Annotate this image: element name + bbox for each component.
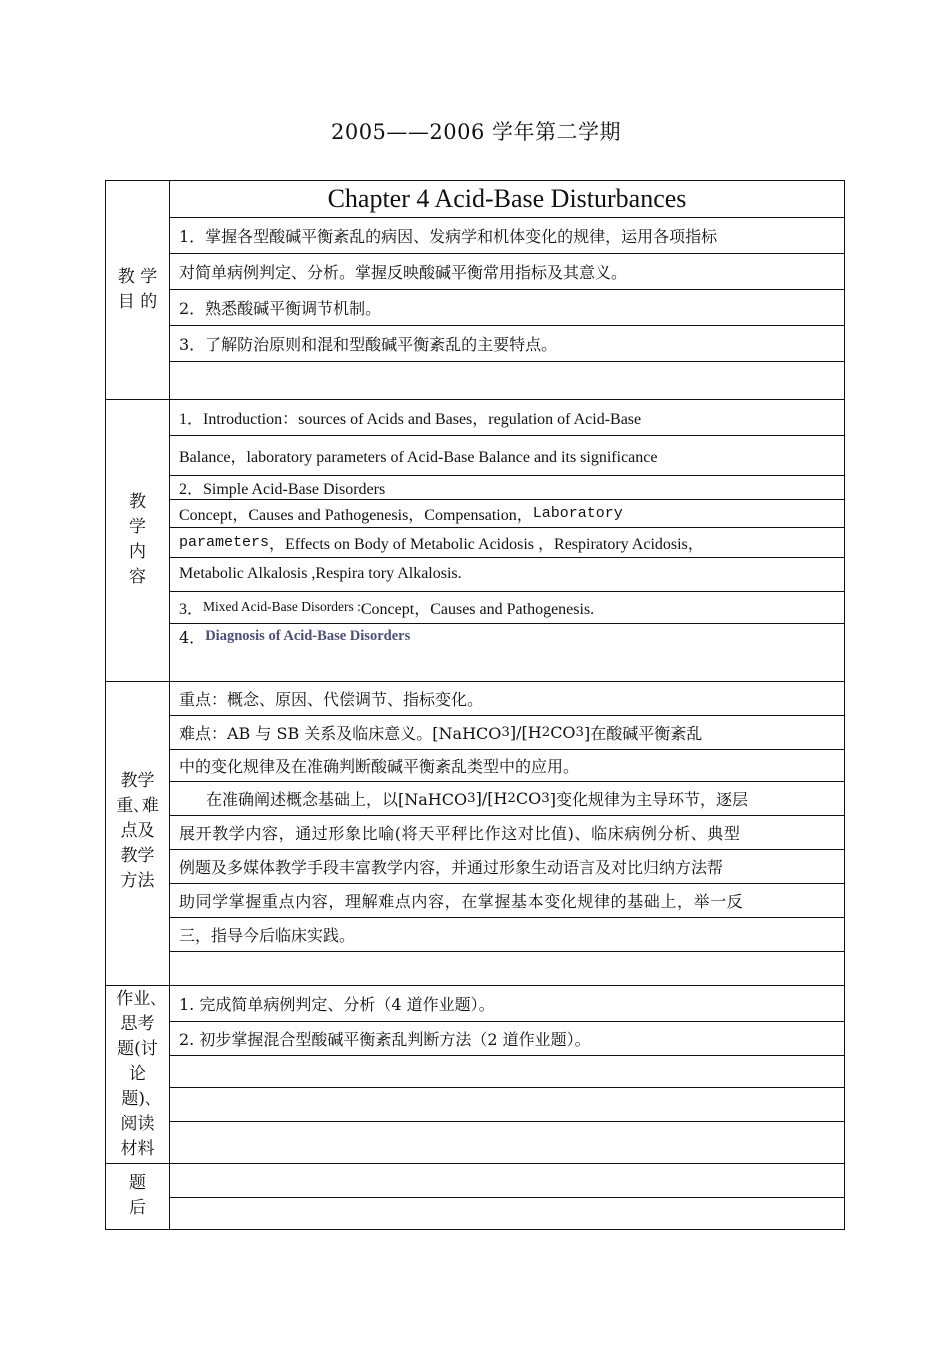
subscript: 2 [507,790,516,806]
subscript: 3 [501,724,510,740]
content-text: 3． [179,600,204,618]
subscript: 2 [541,724,551,740]
content-line: 1．Introduction：sources of Acids and Bases，regulation of Acid-Base [179,410,642,428]
objective-line: 对简单病例判定、分析。掌握反映酸碱平衡常用指标及其意义。 [179,262,628,282]
methods-text: ]/[H [475,788,508,808]
subscript: 3 [575,724,585,740]
row-divider [170,1121,844,1122]
methods-text: ]在酸碱平衡紊乱 [584,723,703,743]
content-line [170,527,844,557]
methods-line: 中的变化规律及在准确判断酸碱平衡紊乱类型中的应用。 [179,756,580,776]
chapter-title: Chapter 4 Acid-Base Disturbances [327,184,687,213]
row-divider [170,361,844,362]
methods-text: 难点：AB 与 SB 关系及临床意义。[NaHCO [179,723,502,743]
label-objectives: 教 学 目 的 [106,181,170,399]
row-divider [170,1087,844,1088]
content-line: Metabolic Alkalosis ,Respira tory Alkalosis. [179,565,462,582]
methods-line: 重点：概念、原因、代偿调节、指标变化。 [179,689,484,709]
homework-line: 2. 初步掌握混合型酸碱平衡紊乱判断方法（2 道作业题）。 [179,1029,591,1049]
methods-line: 展开教学内容，通过形象比喻(将天平秤比作这对比值)、临床病例分析、典型 [179,823,741,843]
row-divider [170,1197,844,1198]
methods-text: ]变化规律为主导环节，逐层 [549,789,748,809]
content-text: ，Effects on Body of Metabolic Acidosis ，Respiratory Acidosis， [269,535,704,553]
content-text: Mixed Acid-Base Disorders : [203,599,361,614]
label-after-class: 题 后 [106,1163,170,1229]
content-text: Concept，Causes and Pathogenesis，Compensation， [179,506,533,524]
content-line [170,499,844,527]
objective-line: 2．熟悉酸碱平衡调节机制。 [179,298,382,318]
content-line [170,623,844,649]
content-text: Laboratory [532,504,623,522]
methods-line: 三，指导今后临床实践。 [179,925,356,945]
methods-text: 在准确阐述概念基础上，以[NaHCO [206,789,468,809]
methods-line [170,781,844,815]
label-homework: 作业､ 思考 题(讨 论 题)､ 阅读 材料 [106,985,170,1163]
row-divider [170,951,844,952]
methods-line [170,715,844,749]
page-title: 2005——2006 学年第二学期 [330,120,622,144]
content-text: 4． [179,627,206,647]
homework-line: 1. 完成简单病例判定、分析（4 道作业题）。 [179,994,495,1014]
methods-text: CO [515,788,542,808]
content-text: Diagnosis of Acid-Base Disorders [205,627,411,644]
methods-text: ]/[H [509,722,542,742]
content-line [170,591,844,623]
content-line: 2．Simple Acid-Base Disorders [179,480,386,498]
subscript: 3 [541,790,550,806]
methods-line: 助同学掌握重点内容，理解难点内容，在掌握基本变化规律的基础上，举一反 [179,891,744,911]
row-divider [170,1055,844,1056]
section-divider [106,1163,844,1164]
objective-line: 1．掌握各型酸碱平衡紊乱的病因、发病学和机体变化的规律，运用各项指标 [179,226,718,246]
objective-line: 3．了解防治原则和混和型酸碱平衡紊乱的主要特点。 [179,334,558,354]
content-text: Concept，Causes and Pathogenesis. [360,600,595,618]
subscript: 3 [467,790,476,806]
label-methods: 教学 重､难 点及 教学 方法 [106,681,170,985]
label-content: 教 学 内 容 [106,399,170,681]
content-line: Balance，laboratory parameters of Acid-Base Balance and its significance [179,448,658,466]
lesson-plan-table [105,180,845,1230]
methods-text: CO [550,722,576,742]
content-text: parameters [179,533,270,551]
methods-line: 例题及多媒体教学手段丰富教学内容，并通过形象生动语言及对比归纳方法帮 [179,857,724,877]
